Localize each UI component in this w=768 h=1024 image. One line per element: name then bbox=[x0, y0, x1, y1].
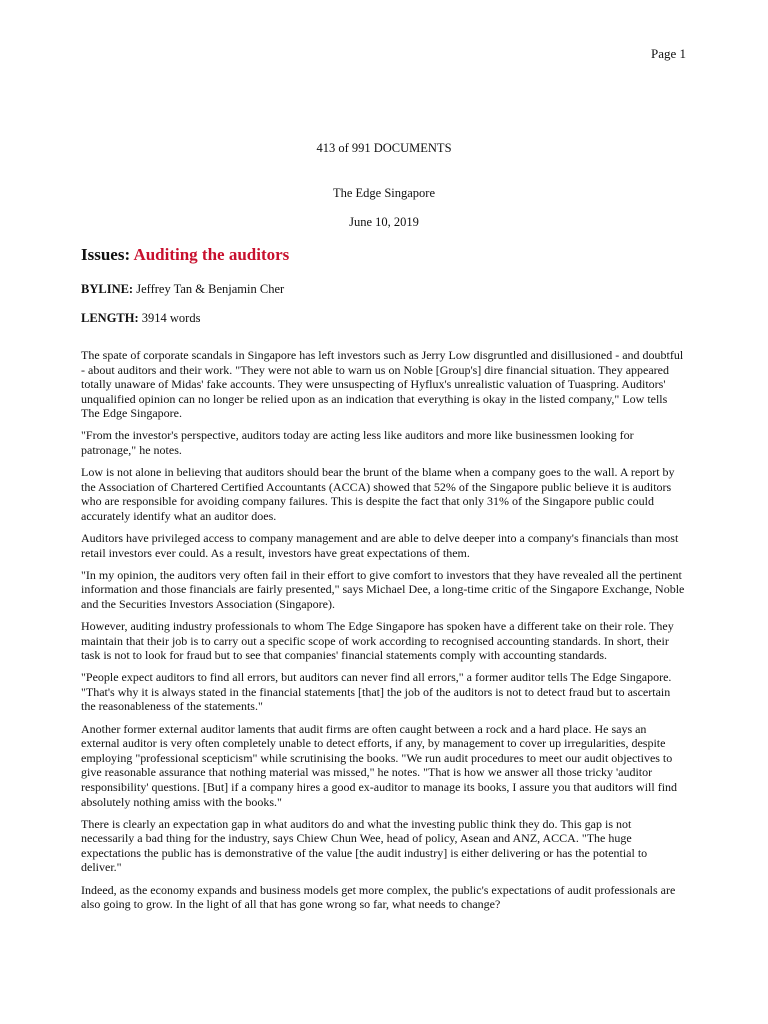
length-value: 3914 words bbox=[141, 311, 201, 325]
headline-label: Issues: bbox=[81, 245, 134, 264]
paragraph: Another former external auditor laments that audit firms are often caught between a rock and a hard place. He says an external auditor is very often completely unable to detect efforts, if any, by management to cover up irregularities, despite employing "professional scepticism" while scrutinising the books. "We run audit procedures to meet our audit objectives to give reasonable assurance that nothing material was missed," he notes. "That is how we answer all those tricky 'auditor responsibility' questions. [But] if a company hires a good ex-auditor to manage its books, I assure you that auditors will find absolutely nothing amiss with the books." bbox=[81, 721, 678, 809]
byline-label: BYLINE: bbox=[81, 282, 134, 296]
paragraph: "People expect auditors to find all errors, but auditors can never find all errors," a former auditor tells The Edge Singapore. "That's why it is always stated in the financial statements [that] the job of the auditors is not to detect fraud but to ascertain the reasonableness of the statements." bbox=[81, 670, 672, 714]
article-headline bbox=[81, 245, 289, 265]
paragraph: There is clearly an expectation gap in what auditors do and what the investing public think they do. This gap is not necessarily a bad thing for the industry, says Chiew Chun Wee, head of policy, Asean and ANZ, ACCA. "The huge expectations the public has is demonstrative of the value [the audit industry] is either delivering or has the potential to deliver." bbox=[81, 816, 648, 875]
paragraph: "In my opinion, the auditors very often fail in their effort to give comfort to investors that they have revealed all the pertinent information and those financials are fairly presented," says Michael Dee, a long-time critic of the Singapore Exchange, Noble and the Securities Investors Association (Singapore). bbox=[81, 567, 685, 611]
publication-name: The Edge Singapore bbox=[332, 186, 436, 200]
page-number: Page 1 bbox=[650, 46, 686, 61]
document-count: 413 of 991 DOCUMENTS bbox=[316, 141, 452, 155]
paragraph: The spate of corporate scandals in Singapore has left investors such as Jerry Low disgruntled and disillusioned - and doubtful - about auditors and their work. "They were not able to warn us on Noble [Group's] dire financial situation. They appeared totally unaware of Midas' fake accounts. They were unsuspecting of Hyflux's unrealistic valuation of Tuaspring. Auditors' unqualified opinion can no longer be relied upon as an indication that everything is okay in the listed company," Low tells The Edge Singapore. bbox=[81, 348, 684, 421]
paragraph: Low is not alone in believing that auditors should bear the brunt of the blame when a company goes to the wall. A report by the Association of Chartered Certified Accountants (ACCA) showed that 52% of the Singapore public believe it is auditors who are responsible for avoiding company failures. This is despite the fact that only 31% of the Singapore public could accurately identify what an auditor does. bbox=[81, 465, 675, 523]
headline-title: Auditing the auditors bbox=[133, 245, 290, 264]
paragraph: "From the investor's perspective, auditors today are acting less like auditors and more like businessmen looking for patronage," he notes. bbox=[81, 428, 634, 458]
paragraph: However, auditing industry professionals to whom The Edge Singapore has spoken have a different take on their role. They maintain that their job is to carry out a specific scope of work according to recognised accounting standards. In short, their task is not to look for fraud but to see that companies' financial statements comply with accounting standards. bbox=[81, 619, 674, 663]
byline bbox=[81, 282, 284, 297]
article-body bbox=[81, 348, 687, 919]
byline-value: Jeffrey Tan & Benjamin Cher bbox=[136, 282, 285, 296]
paragraph: Auditors have privileged access to company management and are able to delve deeper into a company's financials than most retail investors ever could. As a result, investors have great expectations of them. bbox=[81, 531, 679, 560]
length-label: LENGTH: bbox=[81, 311, 139, 325]
article-length bbox=[81, 311, 200, 326]
paragraph: Indeed, as the economy expands and business models get more complex, the public's expectations of audit professionals are also going to grow. In the light of all that has gone wrong so far, what needs to change? bbox=[81, 882, 676, 912]
publication-date: June 10, 2019 bbox=[349, 215, 419, 229]
